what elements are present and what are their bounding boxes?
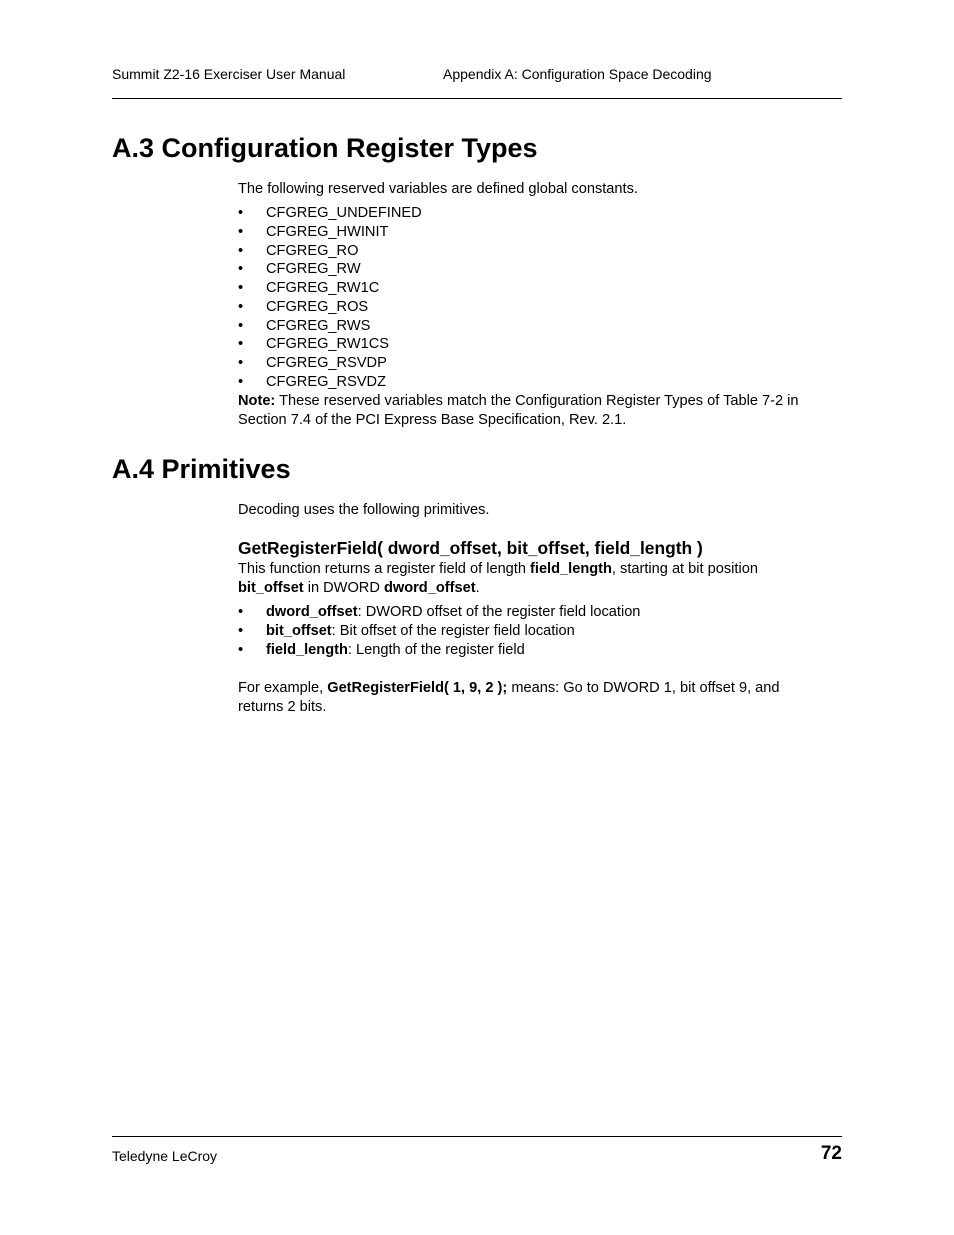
list-item <box>238 641 640 660</box>
parameter-list <box>238 603 640 659</box>
example-text: For example, <box>238 680 328 696</box>
list-item: • CFGREG_UNDEFINED <box>238 204 422 223</box>
desc-text: . <box>475 579 480 596</box>
example-text-line2: returns 2 bits. <box>238 698 327 715</box>
note-text-line1: These reserved variables match the Configuration Register Types of Table 7-2 in <box>275 393 799 409</box>
list-item: • CFGREG_ROS <box>238 298 422 317</box>
function-heading: GetRegisterField( dword_offset, bit_offset, field_length ) <box>238 538 703 558</box>
section-a3-note <box>238 392 799 429</box>
section-a3-intro: The following reserved variables are defined global constants. <box>238 181 638 197</box>
param-name: field_length <box>266 641 348 658</box>
example-code: GetRegisterField( 1, 9, 2 ); <box>327 680 508 696</box>
param-name: bit_offset <box>266 622 332 639</box>
desc-text: in DWORD <box>303 579 384 596</box>
header-manual-title: Summit Z2-16 Exerciser User Manual <box>112 66 346 82</box>
section-a3-heading: A.3 Configuration Register Types <box>112 133 538 163</box>
list-item: • CFGREG_RSVDP <box>238 354 422 373</box>
desc-term-dword-offset: dword_offset <box>383 579 476 596</box>
note-text-line2: Section 7.4 of the PCI Express Base Specification, Rev. 2.1. <box>238 411 627 428</box>
list-item: • CFGREG_RWS <box>238 317 422 336</box>
desc-text: , starting at bit position <box>611 561 758 577</box>
list-item: • CFGREG_RO <box>238 242 422 261</box>
list-item: • CFGREG_RW1C <box>238 279 422 298</box>
desc-text: This function returns a register field of length <box>238 561 531 577</box>
param-desc: : Bit offset of the register field location <box>331 622 575 639</box>
list-item: • CFGREG_RSVDZ <box>238 373 422 392</box>
page-number: 72 <box>820 1143 842 1164</box>
list-item: • CFGREG_RW1CS <box>238 335 422 354</box>
list-item: • CFGREG_HWINIT <box>238 223 422 242</box>
function-description <box>238 560 758 597</box>
param-name: dword_offset <box>266 604 358 620</box>
param-desc: : Length of the register field <box>347 641 525 658</box>
desc-term-bit-offset: bit_offset <box>238 579 304 596</box>
list-item <box>238 603 640 622</box>
header-chapter-title: Appendix A: Configuration Space Decoding <box>443 66 712 82</box>
param-desc: : DWORD offset of the register field location <box>357 604 641 620</box>
list-item <box>238 622 640 641</box>
register-type-list <box>238 204 422 392</box>
header-rule <box>112 98 842 99</box>
section-a4-heading: A.4 Primitives <box>112 454 291 484</box>
note-label: Note: <box>238 393 276 409</box>
section-a4-intro: Decoding uses the following primitives. <box>238 502 490 518</box>
example-paragraph <box>238 679 780 716</box>
footer-rule <box>112 1136 842 1137</box>
footer-company: Teledyne LeCroy <box>112 1148 218 1164</box>
list-item: • CFGREG_RW <box>238 260 422 279</box>
desc-term-field-length: field_length <box>530 561 612 577</box>
example-text: means: Go to DWORD 1, bit offset 9, and <box>507 680 780 696</box>
